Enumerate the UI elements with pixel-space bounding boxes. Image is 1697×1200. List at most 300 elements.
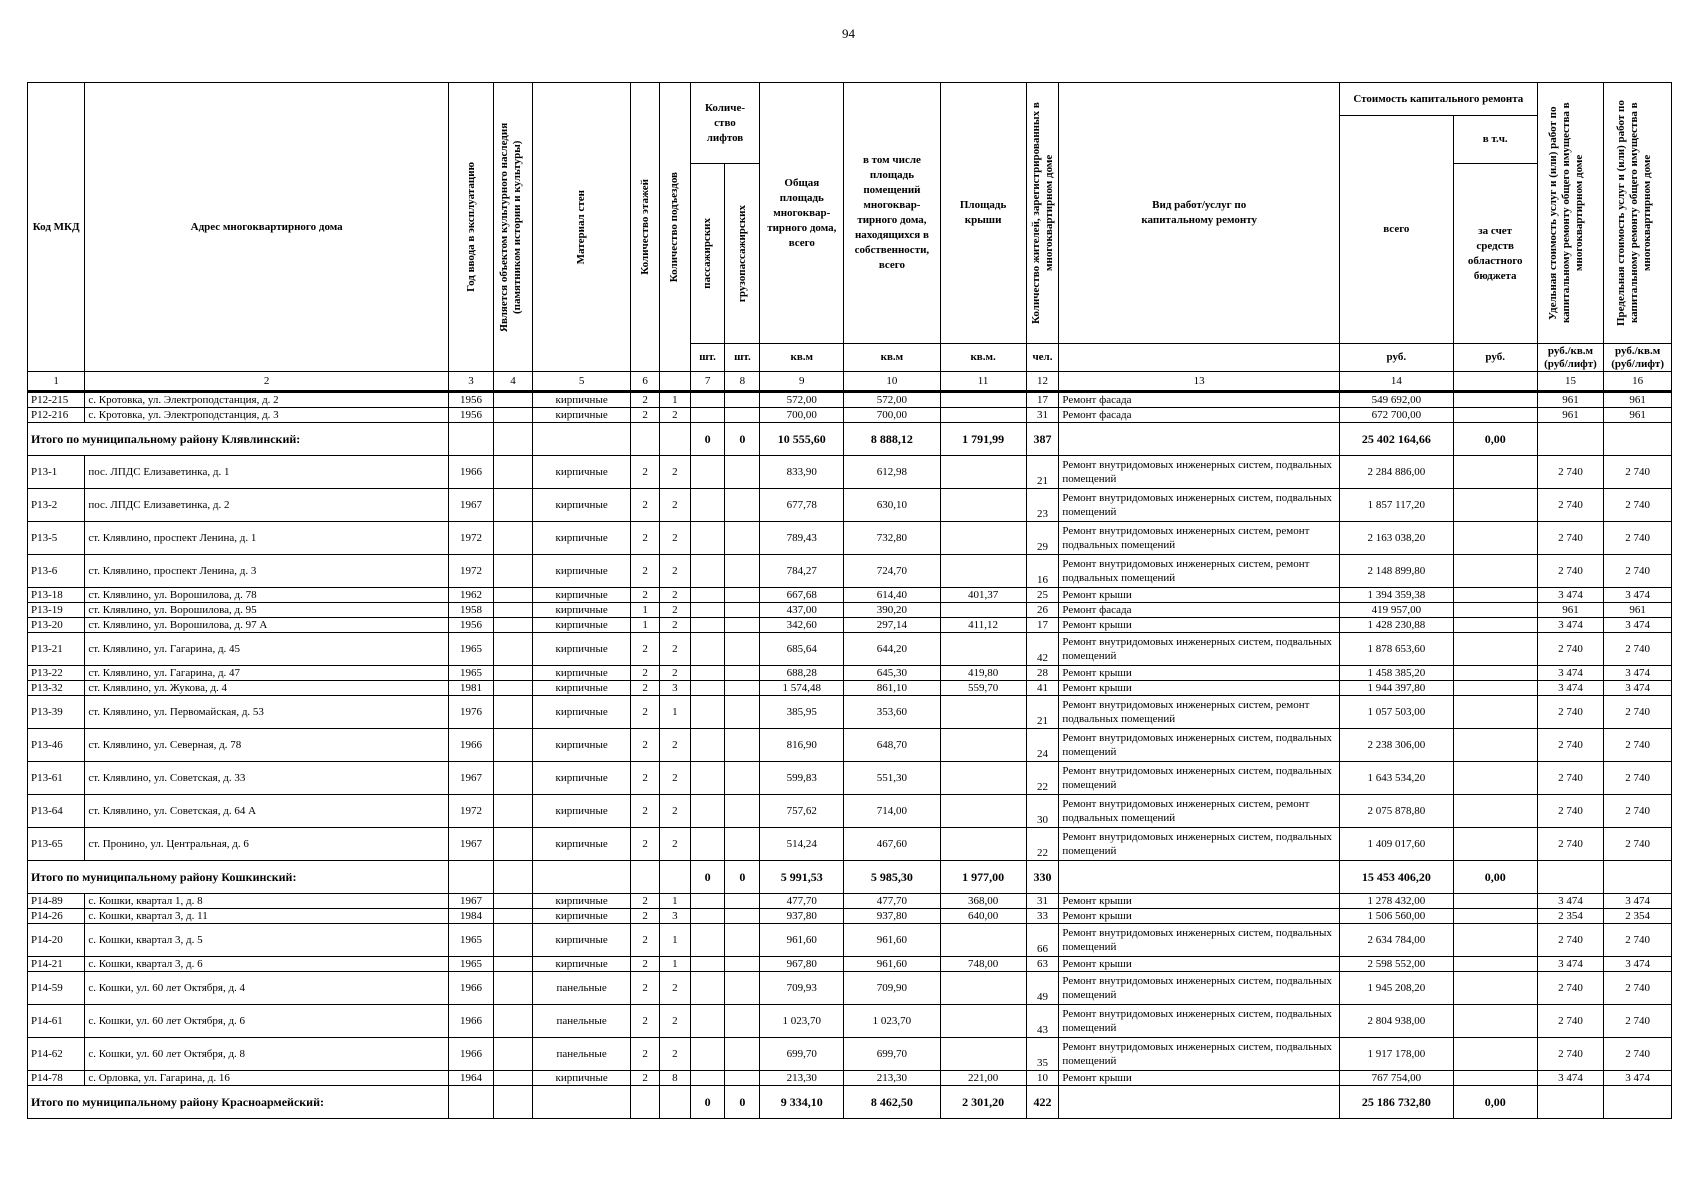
cell-cost: 1 394 359,38 (1340, 588, 1454, 603)
cell-owned-area: 648,70 (844, 729, 940, 762)
cell-cost: 1 278 432,00 (1340, 894, 1454, 909)
cell-regional-cost (1453, 603, 1537, 618)
cell-entrances: 2 (659, 588, 690, 603)
cell-wall-material: кирпичные (532, 666, 630, 681)
cell-roof-area (940, 795, 1026, 828)
cell-cost: 1 506 560,00 (1340, 909, 1454, 924)
cell-regional-cost (1453, 633, 1537, 666)
cell-unit-cost: 961 (1537, 603, 1604, 618)
cell-unit-cost: 2 740 (1537, 972, 1604, 1005)
cell-year: 1956 (448, 408, 493, 423)
cell-residents: 24 (1026, 729, 1059, 762)
empty-cell (1537, 423, 1604, 456)
cell-floors: 2 (631, 681, 660, 696)
cell-regional-cost (1453, 555, 1537, 588)
cell-unit-cost: 3 474 (1537, 1071, 1604, 1086)
cell-work-type: Ремонт крыши (1059, 909, 1340, 924)
cell-roof-area (940, 408, 1026, 423)
cell-residents: 63 (1026, 957, 1059, 972)
cell-total-area: 699,70 (760, 1038, 844, 1071)
cell-work-type: Ремонт внутридомовых инженерных систем, подвальных помещений (1059, 828, 1340, 861)
empty-cell (1059, 1086, 1340, 1119)
header-residents: Количество жителей, зарегистрированных в многоквартирном доме (1026, 83, 1059, 344)
cell-code: Р13-46 (28, 729, 85, 762)
cell-max-cost: 2 740 (1604, 828, 1672, 861)
cell-year: 1964 (448, 1071, 493, 1086)
cell-owned-area: 644,20 (844, 633, 940, 666)
district-total-row (28, 423, 1672, 456)
table-row (28, 762, 1672, 795)
cell-passenger-lifts (690, 603, 725, 618)
cell-year: 1967 (448, 489, 493, 522)
cell-regional-cost (1453, 924, 1537, 957)
cell-address: с. Кошки, квартал 3, д. 5 (85, 924, 449, 957)
empty-cell (659, 1086, 690, 1119)
cell-floors: 2 (631, 762, 660, 795)
header-lifts: Количе-ство лифтов (690, 83, 760, 164)
cell-owned-area: 477,70 (844, 894, 940, 909)
header-passenger-lifts: пассажирских (690, 164, 725, 344)
unit-work-type (1059, 344, 1340, 372)
cell-regional-cost (1453, 828, 1537, 861)
cell-passenger-lifts (690, 666, 725, 681)
cell-work-type: Ремонт крыши (1059, 957, 1340, 972)
cell-total-area: 937,80 (760, 909, 844, 924)
cell-floors: 2 (631, 894, 660, 909)
cell-total-area: 757,62 (760, 795, 844, 828)
cell-floors: 2 (631, 828, 660, 861)
cell-address: ст. Клявлино, ул. Гагарина, д. 47 (85, 666, 449, 681)
unit-residents: чел. (1026, 344, 1059, 372)
cell-total-area: 816,90 (760, 729, 844, 762)
cell-roof-area (940, 603, 1026, 618)
cell-address: с. Кротовка, ул. Электроподстанция, д. 3 (85, 408, 449, 423)
cell-regional-cost (1453, 618, 1537, 633)
cell-cost: 1 857 117,20 (1340, 489, 1454, 522)
cell-roof-area: 640,00 (940, 909, 1026, 924)
cell-unit-cost: 3 474 (1537, 618, 1604, 633)
cell-roof-area: 221,00 (940, 1071, 1026, 1086)
cell-cost: 2 598 552,00 (1340, 957, 1454, 972)
cell-regional-cost (1453, 795, 1537, 828)
cell-heritage (494, 408, 533, 423)
cell-year: 1966 (448, 972, 493, 1005)
total-label: Итого по муниципальному району Кошкинский: (28, 861, 449, 894)
cell-passenger-lifts (690, 1071, 725, 1086)
cell-cost: 2 238 306,00 (1340, 729, 1454, 762)
cell-regional-cost (1453, 489, 1537, 522)
cell-residents: 49 (1026, 972, 1059, 1005)
cell-owned-area: 297,14 (844, 618, 940, 633)
cell-address: ст. Клявлино, ул. Ворошилова, д. 95 (85, 603, 449, 618)
cell-roof-area (940, 696, 1026, 729)
cell-total-area: 667,68 (760, 588, 844, 603)
cell-address: ст. Клявлино, проспект Ленина, д. 1 (85, 522, 449, 555)
cell-address: с. Кошки, ул. 60 лет Октября, д. 4 (85, 972, 449, 1005)
cell-code: Р13-18 (28, 588, 85, 603)
cell-floors: 2 (631, 795, 660, 828)
cell-regional-cost (1453, 1071, 1537, 1086)
cell-year: 1972 (448, 522, 493, 555)
total-roof-area: 2 301,20 (940, 1086, 1026, 1119)
cell-residents: 29 (1026, 522, 1059, 555)
cell-max-cost: 2 740 (1604, 729, 1672, 762)
cell-total-area: 688,28 (760, 666, 844, 681)
cell-total-area: 1 023,70 (760, 1005, 844, 1038)
cell-residents: 31 (1026, 894, 1059, 909)
cell-roof-area: 419,80 (940, 666, 1026, 681)
cell-work-type: Ремонт внутридомовых инженерных систем, подвальных помещений (1059, 456, 1340, 489)
cell-total-area: 342,60 (760, 618, 844, 633)
header-cost-total: всего (1340, 116, 1454, 344)
cell-floors: 2 (631, 456, 660, 489)
column-number: 1 (28, 372, 85, 392)
empty-cell (631, 1086, 660, 1119)
column-number: 12 (1026, 372, 1059, 392)
cell-passenger-lifts (690, 408, 725, 423)
cell-floors: 2 (631, 1005, 660, 1038)
cell-cargo-lifts (725, 1005, 760, 1038)
cell-entrances: 2 (659, 408, 690, 423)
empty-cell (1059, 861, 1340, 894)
cell-code: Р14-78 (28, 1071, 85, 1086)
table-row (28, 408, 1672, 423)
column-number: 10 (844, 372, 940, 392)
cell-residents: 10 (1026, 1071, 1059, 1086)
cell-wall-material: кирпичные (532, 522, 630, 555)
cell-wall-material: кирпичные (532, 924, 630, 957)
cell-roof-area: 401,37 (940, 588, 1026, 603)
cell-floors: 2 (631, 696, 660, 729)
cell-max-cost: 3 474 (1604, 618, 1672, 633)
cell-max-cost: 2 740 (1604, 1005, 1672, 1038)
cell-code: Р14-21 (28, 957, 85, 972)
cell-code: Р14-59 (28, 972, 85, 1005)
cell-residents: 35 (1026, 1038, 1059, 1071)
cell-max-cost: 3 474 (1604, 894, 1672, 909)
total-cargo-lifts: 0 (725, 423, 760, 456)
cell-regional-cost (1453, 729, 1537, 762)
cell-heritage (494, 555, 533, 588)
cell-wall-material: кирпичные (532, 696, 630, 729)
cell-unit-cost: 961 (1537, 392, 1604, 408)
cell-cargo-lifts (725, 588, 760, 603)
unit-cost-regional: руб. (1453, 344, 1537, 372)
total-residents: 387 (1026, 423, 1059, 456)
cell-code: Р14-20 (28, 924, 85, 957)
cell-year: 1967 (448, 828, 493, 861)
cell-work-type: Ремонт крыши (1059, 1071, 1340, 1086)
empty-cell (631, 861, 660, 894)
cell-heritage (494, 1071, 533, 1086)
cell-total-area: 477,70 (760, 894, 844, 909)
cell-wall-material: кирпичные (532, 555, 630, 588)
cell-residents: 17 (1026, 392, 1059, 408)
header-work-type: Вид работ/услуг по капитальному ремонту (1059, 83, 1340, 344)
cell-work-type: Ремонт крыши (1059, 666, 1340, 681)
cell-floors: 2 (631, 972, 660, 1005)
cell-cost: 767 754,00 (1340, 1071, 1454, 1086)
column-number (659, 372, 690, 392)
cell-code: Р13-65 (28, 828, 85, 861)
cell-cargo-lifts (725, 1038, 760, 1071)
cell-code: Р14-62 (28, 1038, 85, 1071)
cell-passenger-lifts (690, 555, 725, 588)
total-cost: 25 186 732,80 (1340, 1086, 1454, 1119)
header-owned-area: в том числе площадь помещений многоквар-тирного дома, находящихся в собственности, всего (844, 83, 940, 344)
empty-cell (532, 861, 630, 894)
cell-owned-area: 937,80 (844, 909, 940, 924)
cell-cargo-lifts (725, 603, 760, 618)
column-number: 7 (690, 372, 725, 392)
cell-heritage (494, 1005, 533, 1038)
cell-cargo-lifts (725, 456, 760, 489)
cell-unit-cost: 2 740 (1537, 696, 1604, 729)
header-cargo-lifts: грузопассажирских (725, 164, 760, 344)
cell-wall-material: кирпичные (532, 603, 630, 618)
cell-wall-material: кирпичные (532, 618, 630, 633)
cell-code: Р13-22 (28, 666, 85, 681)
unit-lifts-cargo: шт. (725, 344, 760, 372)
empty-cell (494, 861, 533, 894)
total-area: 5 991,53 (760, 861, 844, 894)
cell-heritage (494, 909, 533, 924)
table-row (28, 603, 1672, 618)
cell-floors: 2 (631, 666, 660, 681)
unit-lifts-passenger: шт. (690, 344, 725, 372)
table-row (28, 456, 1672, 489)
cell-owned-area: 724,70 (844, 555, 940, 588)
table-row (28, 1038, 1672, 1071)
cell-heritage (494, 696, 533, 729)
column-number: 15 (1537, 372, 1604, 392)
cell-heritage (494, 762, 533, 795)
cell-wall-material: кирпичные (532, 681, 630, 696)
cell-year: 1981 (448, 681, 493, 696)
cell-regional-cost (1453, 762, 1537, 795)
cell-roof-area (940, 555, 1026, 588)
cell-total-area: 685,64 (760, 633, 844, 666)
cell-passenger-lifts (690, 828, 725, 861)
cell-code: Р13-21 (28, 633, 85, 666)
cell-cost: 1 428 230,88 (1340, 618, 1454, 633)
table-row (28, 894, 1672, 909)
cell-entrances: 2 (659, 666, 690, 681)
cell-year: 1967 (448, 762, 493, 795)
cell-cargo-lifts (725, 894, 760, 909)
cell-work-type: Ремонт внутридомовых инженерных систем, подвальных помещений (1059, 972, 1340, 1005)
cell-address: ст. Клявлино, ул. Ворошилова, д. 97 А (85, 618, 449, 633)
cell-residents: 41 (1026, 681, 1059, 696)
cell-heritage (494, 588, 533, 603)
cell-floors: 2 (631, 555, 660, 588)
cell-work-type: Ремонт крыши (1059, 894, 1340, 909)
cell-wall-material: панельные (532, 1005, 630, 1038)
cell-code: Р13-20 (28, 618, 85, 633)
cell-unit-cost: 3 474 (1537, 588, 1604, 603)
cell-total-area: 709,93 (760, 972, 844, 1005)
cell-cargo-lifts (725, 522, 760, 555)
cell-address: ст. Клявлино, ул. Советская, д. 33 (85, 762, 449, 795)
district-total-row (28, 861, 1672, 894)
cell-work-type: Ремонт крыши (1059, 588, 1340, 603)
total-cost: 25 402 164,66 (1340, 423, 1454, 456)
header-cost-regional: за счет средств областного бюджета (1453, 164, 1537, 344)
cell-work-type: Ремонт внутридомовых инженерных систем, подвальных помещений (1059, 729, 1340, 762)
column-number: 14 (1340, 372, 1454, 392)
cell-entrances: 2 (659, 972, 690, 1005)
header-wall-material: Материал стен (532, 83, 630, 372)
cell-unit-cost: 2 740 (1537, 924, 1604, 957)
cell-entrances: 2 (659, 795, 690, 828)
column-number: 5 (532, 372, 630, 392)
column-number: 4 (494, 372, 533, 392)
cell-year: 1965 (448, 666, 493, 681)
cell-residents: 28 (1026, 666, 1059, 681)
empty-cell (1604, 1086, 1672, 1119)
cell-address: с. Кошки, квартал 3, д. 11 (85, 909, 449, 924)
cell-work-type: Ремонт внутридомовых инженерных систем, подвальных помещений (1059, 1005, 1340, 1038)
cell-owned-area: 390,20 (844, 603, 940, 618)
cell-max-cost: 2 740 (1604, 972, 1672, 1005)
cell-owned-area: 961,60 (844, 957, 940, 972)
cell-regional-cost (1453, 696, 1537, 729)
cell-roof-area (940, 522, 1026, 555)
cell-entrances: 2 (659, 762, 690, 795)
cell-owned-area: 551,30 (844, 762, 940, 795)
total-roof-area: 1 791,99 (940, 423, 1026, 456)
cell-year: 1965 (448, 957, 493, 972)
total-area: 9 334,10 (760, 1086, 844, 1119)
column-number: 8 (725, 372, 760, 392)
cell-total-area: 833,90 (760, 456, 844, 489)
cell-year: 1984 (448, 909, 493, 924)
total-owned-area: 8 888,12 (844, 423, 940, 456)
cell-code: Р14-26 (28, 909, 85, 924)
cell-owned-area: 630,10 (844, 489, 940, 522)
total-regional-cost: 0,00 (1453, 1086, 1537, 1119)
cell-passenger-lifts (690, 894, 725, 909)
cell-cost: 1 057 503,00 (1340, 696, 1454, 729)
cell-entrances: 2 (659, 489, 690, 522)
table-body (28, 372, 1672, 1119)
cell-entrances: 1 (659, 392, 690, 408)
cell-entrances: 8 (659, 1071, 690, 1086)
cell-regional-cost (1453, 666, 1537, 681)
column-number: 2 (85, 372, 449, 392)
cell-total-area: 961,60 (760, 924, 844, 957)
cell-heritage (494, 666, 533, 681)
empty-cell (448, 861, 493, 894)
cell-entrances: 3 (659, 909, 690, 924)
cell-unit-cost: 2 740 (1537, 555, 1604, 588)
cell-code: Р14-61 (28, 1005, 85, 1038)
total-residents: 422 (1026, 1086, 1059, 1119)
cell-cost: 549 692,00 (1340, 392, 1454, 408)
cell-owned-area: 700,00 (844, 408, 940, 423)
cell-total-area: 437,00 (760, 603, 844, 618)
empty-cell (1537, 1086, 1604, 1119)
cell-cargo-lifts (725, 957, 760, 972)
cell-wall-material: кирпичные (532, 588, 630, 603)
cell-owned-area: 213,30 (844, 1071, 940, 1086)
cell-wall-material: кирпичные (532, 762, 630, 795)
cell-residents: 43 (1026, 1005, 1059, 1038)
cell-year: 1976 (448, 696, 493, 729)
cell-year: 1962 (448, 588, 493, 603)
cell-cargo-lifts (725, 696, 760, 729)
cell-cost: 2 804 938,00 (1340, 1005, 1454, 1038)
cell-passenger-lifts (690, 696, 725, 729)
cell-passenger-lifts (690, 456, 725, 489)
cell-year: 1966 (448, 1005, 493, 1038)
cell-cost: 2 163 038,20 (1340, 522, 1454, 555)
cell-total-area: 213,30 (760, 1071, 844, 1086)
total-label: Итого по муниципальному району Красноармейский: (28, 1086, 449, 1119)
cell-max-cost: 961 (1604, 392, 1672, 408)
total-cargo-lifts: 0 (725, 861, 760, 894)
total-passenger-lifts: 0 (690, 861, 725, 894)
cell-residents: 17 (1026, 618, 1059, 633)
cell-wall-material: кирпичные (532, 795, 630, 828)
cell-entrances: 2 (659, 1038, 690, 1071)
cell-heritage (494, 828, 533, 861)
header-code: Код МКД (28, 83, 85, 372)
cell-roof-area (940, 972, 1026, 1005)
column-number (1453, 372, 1537, 392)
table-row (28, 828, 1672, 861)
cell-cargo-lifts (725, 666, 760, 681)
page-number: 94 (842, 26, 855, 41)
cell-heritage (494, 894, 533, 909)
cell-heritage (494, 456, 533, 489)
cell-passenger-lifts (690, 392, 725, 408)
cell-cargo-lifts (725, 924, 760, 957)
empty-cell (659, 861, 690, 894)
cell-owned-area: 732,80 (844, 522, 940, 555)
cell-address: с. Кошки, квартал 1, д. 8 (85, 894, 449, 909)
cell-address: с. Кошки, ул. 60 лет Октября, д. 8 (85, 1038, 449, 1071)
cell-passenger-lifts (690, 762, 725, 795)
column-number: 13 (1059, 372, 1340, 392)
cell-owned-area: 699,70 (844, 1038, 940, 1071)
cell-roof-area: 411,12 (940, 618, 1026, 633)
table-row (28, 392, 1672, 408)
cell-floors: 2 (631, 957, 660, 972)
table-row (28, 729, 1672, 762)
cell-cost: 1 409 017,60 (1340, 828, 1454, 861)
cell-unit-cost: 2 740 (1537, 828, 1604, 861)
cell-floors: 2 (631, 408, 660, 423)
header-address: Адрес многоквартирного дома (85, 83, 449, 372)
cell-floors: 2 (631, 729, 660, 762)
cell-code: Р13-1 (28, 456, 85, 489)
cell-unit-cost: 2 740 (1537, 456, 1604, 489)
cell-code: Р13-19 (28, 603, 85, 618)
empty-cell (1604, 423, 1672, 456)
cell-work-type: Ремонт внутридомовых инженерных систем, ремонт подвальных помещений (1059, 555, 1340, 588)
cell-regional-cost (1453, 408, 1537, 423)
cell-passenger-lifts (690, 1038, 725, 1071)
cell-owned-area: 961,60 (844, 924, 940, 957)
total-cost: 15 453 406,20 (1340, 861, 1454, 894)
cell-max-cost: 2 354 (1604, 909, 1672, 924)
table-row (28, 588, 1672, 603)
cell-unit-cost: 961 (1537, 408, 1604, 423)
cell-max-cost: 961 (1604, 408, 1672, 423)
unit-total-area: кв.м (760, 344, 844, 372)
cell-max-cost: 2 740 (1604, 633, 1672, 666)
